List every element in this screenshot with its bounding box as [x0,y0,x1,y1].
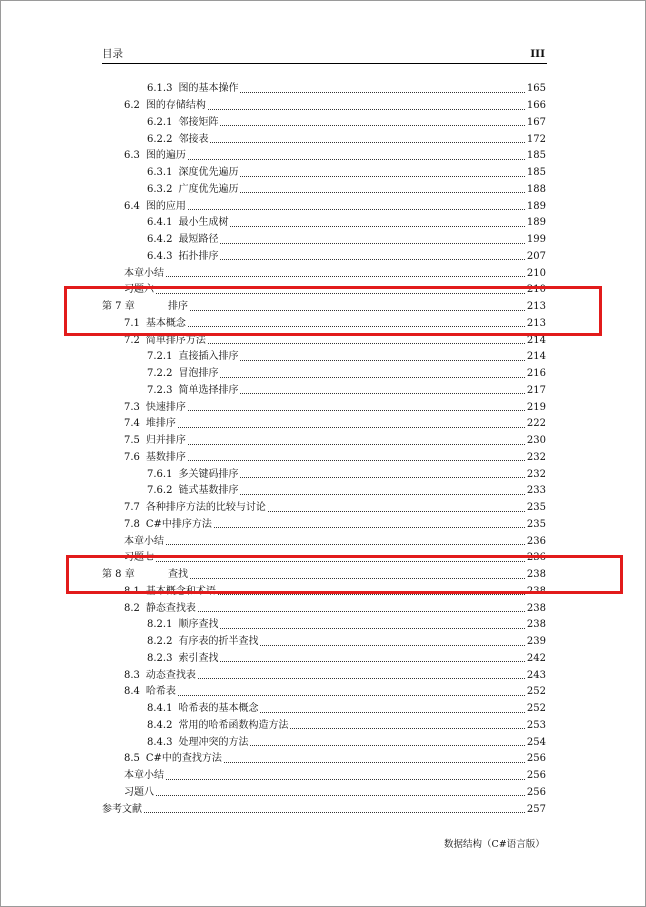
toc-entry-title: 索引查找 [178,652,219,664]
toc-dot-leader [198,678,525,679]
toc-entry-page: 216 [526,368,546,380]
toc-entry-page: 166 [526,100,546,112]
toc-dot-leader [178,695,525,696]
toc-entry-title: 哈希表 [145,686,176,698]
toc-entry-number: 6.1.3 [147,83,173,95]
toc-entry-title: 各种排序方法的比较与讨论 [145,502,266,514]
toc-entry [147,718,546,735]
toc-entry-title: 直接插入排序 [178,351,239,363]
toc-entry-title: 归并排序 [145,435,186,447]
toc-entry [124,148,546,165]
toc-entry-number: 6.4 [124,200,140,212]
toc-entry-number: 7.1 [124,317,140,329]
toc-entry-page: 188 [526,183,546,195]
toc-entry [124,500,546,517]
toc-dot-leader [240,192,524,193]
toc-entry-page: 236 [526,552,546,564]
toc-entry-page: 238 [526,619,546,631]
toc-dot-leader [240,477,524,478]
toc-entry-page: 252 [526,686,546,698]
toc-entry-number: 7.6.2 [147,485,173,497]
toc-dot-leader [220,661,524,662]
toc-entry-number: 6.3.1 [147,167,173,179]
highlight-box-chapter-8 [66,555,623,594]
toc-entry-title: 基本概念 [145,317,186,329]
toc-dot-leader [188,444,525,445]
toc-entry [147,215,546,232]
toc-entry-number: 7.2.2 [147,368,173,380]
toc-entry-title: 基本概念和术语 [145,585,216,597]
toc-entry-title: 本章小结 [124,267,164,279]
toc-entry-page: 185 [526,167,546,179]
page-footer: 数据结构（C#语言版） [444,839,545,850]
toc-dot-leader [198,611,525,612]
toc-entry [147,165,546,182]
toc-entry [124,684,546,701]
toc-entry-page: 232 [526,468,546,480]
toc-entry-page: 165 [526,83,546,95]
toc-entry-title: 冒泡排序 [178,368,219,380]
toc-dot-leader [188,460,525,461]
toc-entry-title: 邻接表 [178,133,209,145]
toc-dot-leader [268,511,525,512]
toc-entry-title: 哈希表的基本概念 [178,703,259,715]
toc-entry [124,416,546,433]
toc-entry-page: 256 [526,770,546,782]
toc-entry-title: 本章小结 [124,770,164,782]
toc-entry-page: 207 [526,250,546,262]
toc-entry [147,182,546,199]
toc-entry-number: 7.2.1 [147,351,173,363]
toc-entry [147,115,546,132]
toc-entry-title: 快速排序 [145,401,186,413]
toc-entry-page: 217 [526,384,546,396]
toc-entry [124,98,546,115]
toc-entry-title: 习题七 [124,552,154,564]
toc-entry-page: 199 [526,234,546,246]
toc-dot-leader [230,226,524,227]
toc-entry-title: 静态查找表 [145,602,196,614]
toc-entry-number: 6.4.3 [147,250,173,262]
toc-entry-title: 基数排序 [145,451,186,463]
toc-entry-number: 7.7 [124,502,140,514]
toc-entry-number: 8.3 [124,669,140,681]
toc-entry-number: 8.5 [124,753,140,765]
toc-entry-title: 习题六 [124,284,154,296]
toc-entry [147,734,546,751]
toc-entry-title: 图的应用 [145,200,186,212]
toc-entry-page: 252 [526,703,546,715]
toc-dot-leader [240,393,524,394]
toc-entry-page: 214 [526,334,546,346]
toc-dot-leader [220,377,524,378]
toc-chapter-entry [102,801,546,818]
toc-entry-title: 排序 [168,301,188,313]
toc-dot-leader [214,527,525,528]
toc-entry-number: 8.4.3 [147,736,173,748]
toc-entry-title: 简单排序方法 [145,334,206,346]
toc-entry [147,232,546,249]
toc-entry-number: 7.6 [124,451,140,463]
toc-entry-page: 238 [526,569,546,581]
toc-entry [147,249,546,266]
toc-entry-page: 172 [526,133,546,145]
toc-dot-leader [290,728,524,729]
toc-entry [147,349,546,366]
toc-entry-title: 本章小结 [124,535,164,547]
toc-entry-page: 210 [526,284,546,296]
toc-entry-page: 230 [526,435,546,447]
toc-entry [147,366,546,383]
toc-dot-leader [208,109,525,110]
toc-entry [124,265,546,282]
toc-entry [147,383,546,400]
toc-entry-title: 简单选择排序 [178,384,239,396]
toc-entry-number: 7.8 [124,518,140,530]
toc-dot-leader [220,125,524,126]
toc-dot-leader [210,142,524,143]
toc-entry [147,483,546,500]
toc-dot-leader [220,259,524,260]
toc-entry-number: 6.4.2 [147,234,173,246]
toc-entry-title: 处理冲突的方法 [178,736,249,748]
highlight-box-chapter-7 [64,286,602,336]
toc-entry-page: 253 [526,719,546,731]
toc-entry-number: 8.2 [124,602,140,614]
toc-entry-page: 222 [526,418,546,430]
toc-entry-page: 238 [526,585,546,597]
toc-entry-number: 6.2 [124,100,140,112]
toc-entry [124,433,546,450]
toc-entry-number: 7.2.3 [147,384,173,396]
toc-entry-page: 256 [526,753,546,765]
toc-entry-number: 8.1 [124,585,140,597]
toc-entry-title: 查找 [168,569,188,581]
toc-entry-number: 8.2.3 [147,652,173,664]
toc-entry-title: 最小生成树 [178,217,229,229]
toc-entry-title: 多关键码排序 [178,468,239,480]
toc-entry-number: 6.2.2 [147,133,173,145]
toc-entry [124,600,546,617]
toc-entry [124,517,546,534]
toc-dot-leader [166,779,525,780]
toc-dot-leader [260,712,524,713]
toc-entry-page: 256 [526,786,546,798]
toc-entry-title: 深度优先遍历 [178,167,239,179]
toc-entry-page: 210 [526,267,546,279]
toc-entry [124,450,546,467]
toc-entry-title: C#中排序方法 [145,518,212,530]
toc-entry-title: 参考文献 [102,803,142,815]
toc-dot-leader [156,795,525,796]
toc-entry-title: 图的基本操作 [178,83,239,95]
toc-entry-page: 238 [526,602,546,614]
toc-entry-number: 8.4 [124,686,140,698]
toc-entry-number: 8.2.2 [147,636,173,648]
toc-entry-title: 图的遍历 [145,150,186,162]
toc-entry-number: 7.6.1 [147,468,173,480]
toc-entry [124,785,546,802]
toc-entry [147,131,546,148]
toc-entry-page: 235 [526,518,546,530]
toc-dot-leader [260,645,524,646]
toc-entry-number: 8.4.2 [147,719,173,731]
toc-entry [147,651,546,668]
toc-entry-number: 7.2 [124,334,140,346]
toc-entry-title: 习题八 [124,786,154,798]
toc-entry-page: 243 [526,669,546,681]
toc-dot-leader [220,243,524,244]
page-header [102,47,547,64]
toc-entry-title: 广度优先遍历 [178,183,239,195]
toc-dot-leader [220,628,524,629]
toc-dot-leader [240,360,524,361]
toc-entry-title: 图的存储结构 [145,100,206,112]
toc-dot-leader [218,594,525,595]
toc-entry [147,466,546,483]
toc-dot-leader [240,494,524,495]
toc-entry-title: 常用的哈希函数构造方法 [178,719,289,731]
toc-entry-page: 257 [526,803,546,815]
toc-dot-leader [188,209,525,210]
toc-entry-number: 6.3.2 [147,183,173,195]
toc-entry-title: 拓扑排序 [178,250,219,262]
toc-entry-title: 邻接矩阵 [178,116,219,128]
toc-dot-leader [166,276,525,277]
toc-entry [124,198,546,215]
toc-dot-leader [178,427,525,428]
toc-entry-number: 7.3 [124,401,140,413]
toc-entry-title: 动态查找表 [145,669,196,681]
toc-entry-title: 有序表的折半查找 [178,636,259,648]
toc-entry-page: 167 [526,116,546,128]
toc-entry-page: 189 [526,200,546,212]
toc-dot-leader [240,176,524,177]
toc-entry-page: 213 [526,317,546,329]
toc-entry-page: 235 [526,502,546,514]
toc-entry-title: 顺序查找 [178,619,219,631]
toc-entry [124,399,546,416]
toc-dot-leader [208,343,525,344]
toc-entry-title: 链式基数排序 [178,485,239,497]
toc-entry-page: 233 [526,485,546,497]
toc-entry-number: 7.5 [124,435,140,447]
toc-entry-number: 6.2.1 [147,116,173,128]
toc-entry-number: 8.2.1 [147,619,173,631]
toc-entry-page: 185 [526,150,546,162]
toc-entry-number: 7.4 [124,418,140,430]
toc-dot-leader [240,92,524,93]
toc-entry-page: 239 [526,636,546,648]
toc-entry-page: 242 [526,652,546,664]
toc-dot-leader [188,159,525,160]
toc-entry-page: 189 [526,217,546,229]
toc-entry-number: 第 8 章 [102,569,135,581]
toc-entry-number: 6.4.1 [147,217,173,229]
toc-entry-page: 219 [526,401,546,413]
toc-entry [147,701,546,718]
toc-dot-leader [188,410,525,411]
header-section-title: 目录 [102,48,123,60]
toc-entry-page: 236 [526,535,546,547]
toc-entry-page: 213 [526,301,546,313]
toc-dot-leader [144,812,525,813]
toc-dot-leader [166,544,525,545]
toc-entry [124,667,546,684]
toc-entry [147,617,546,634]
toc-entry-title: 最短路径 [178,234,219,246]
toc-entry-title: C#中的查找方法 [145,753,222,765]
toc-dot-leader [224,762,525,763]
toc-dot-leader [250,745,524,746]
header-page-number: III [530,48,545,60]
toc-entry [124,533,546,550]
toc-entry-title: 堆排序 [145,418,176,430]
toc-entry [147,81,546,98]
toc-entry-page: 214 [526,351,546,363]
toc-entry [124,768,546,785]
toc-entry-page: 254 [526,736,546,748]
toc-entry-number: 第 7 章 [102,301,135,313]
toc-entry [124,751,546,768]
toc-entry-number: 6.3 [124,150,140,162]
toc-entry-number: 8.4.1 [147,703,173,715]
toc-entry-page: 232 [526,451,546,463]
toc-entry [147,634,546,651]
